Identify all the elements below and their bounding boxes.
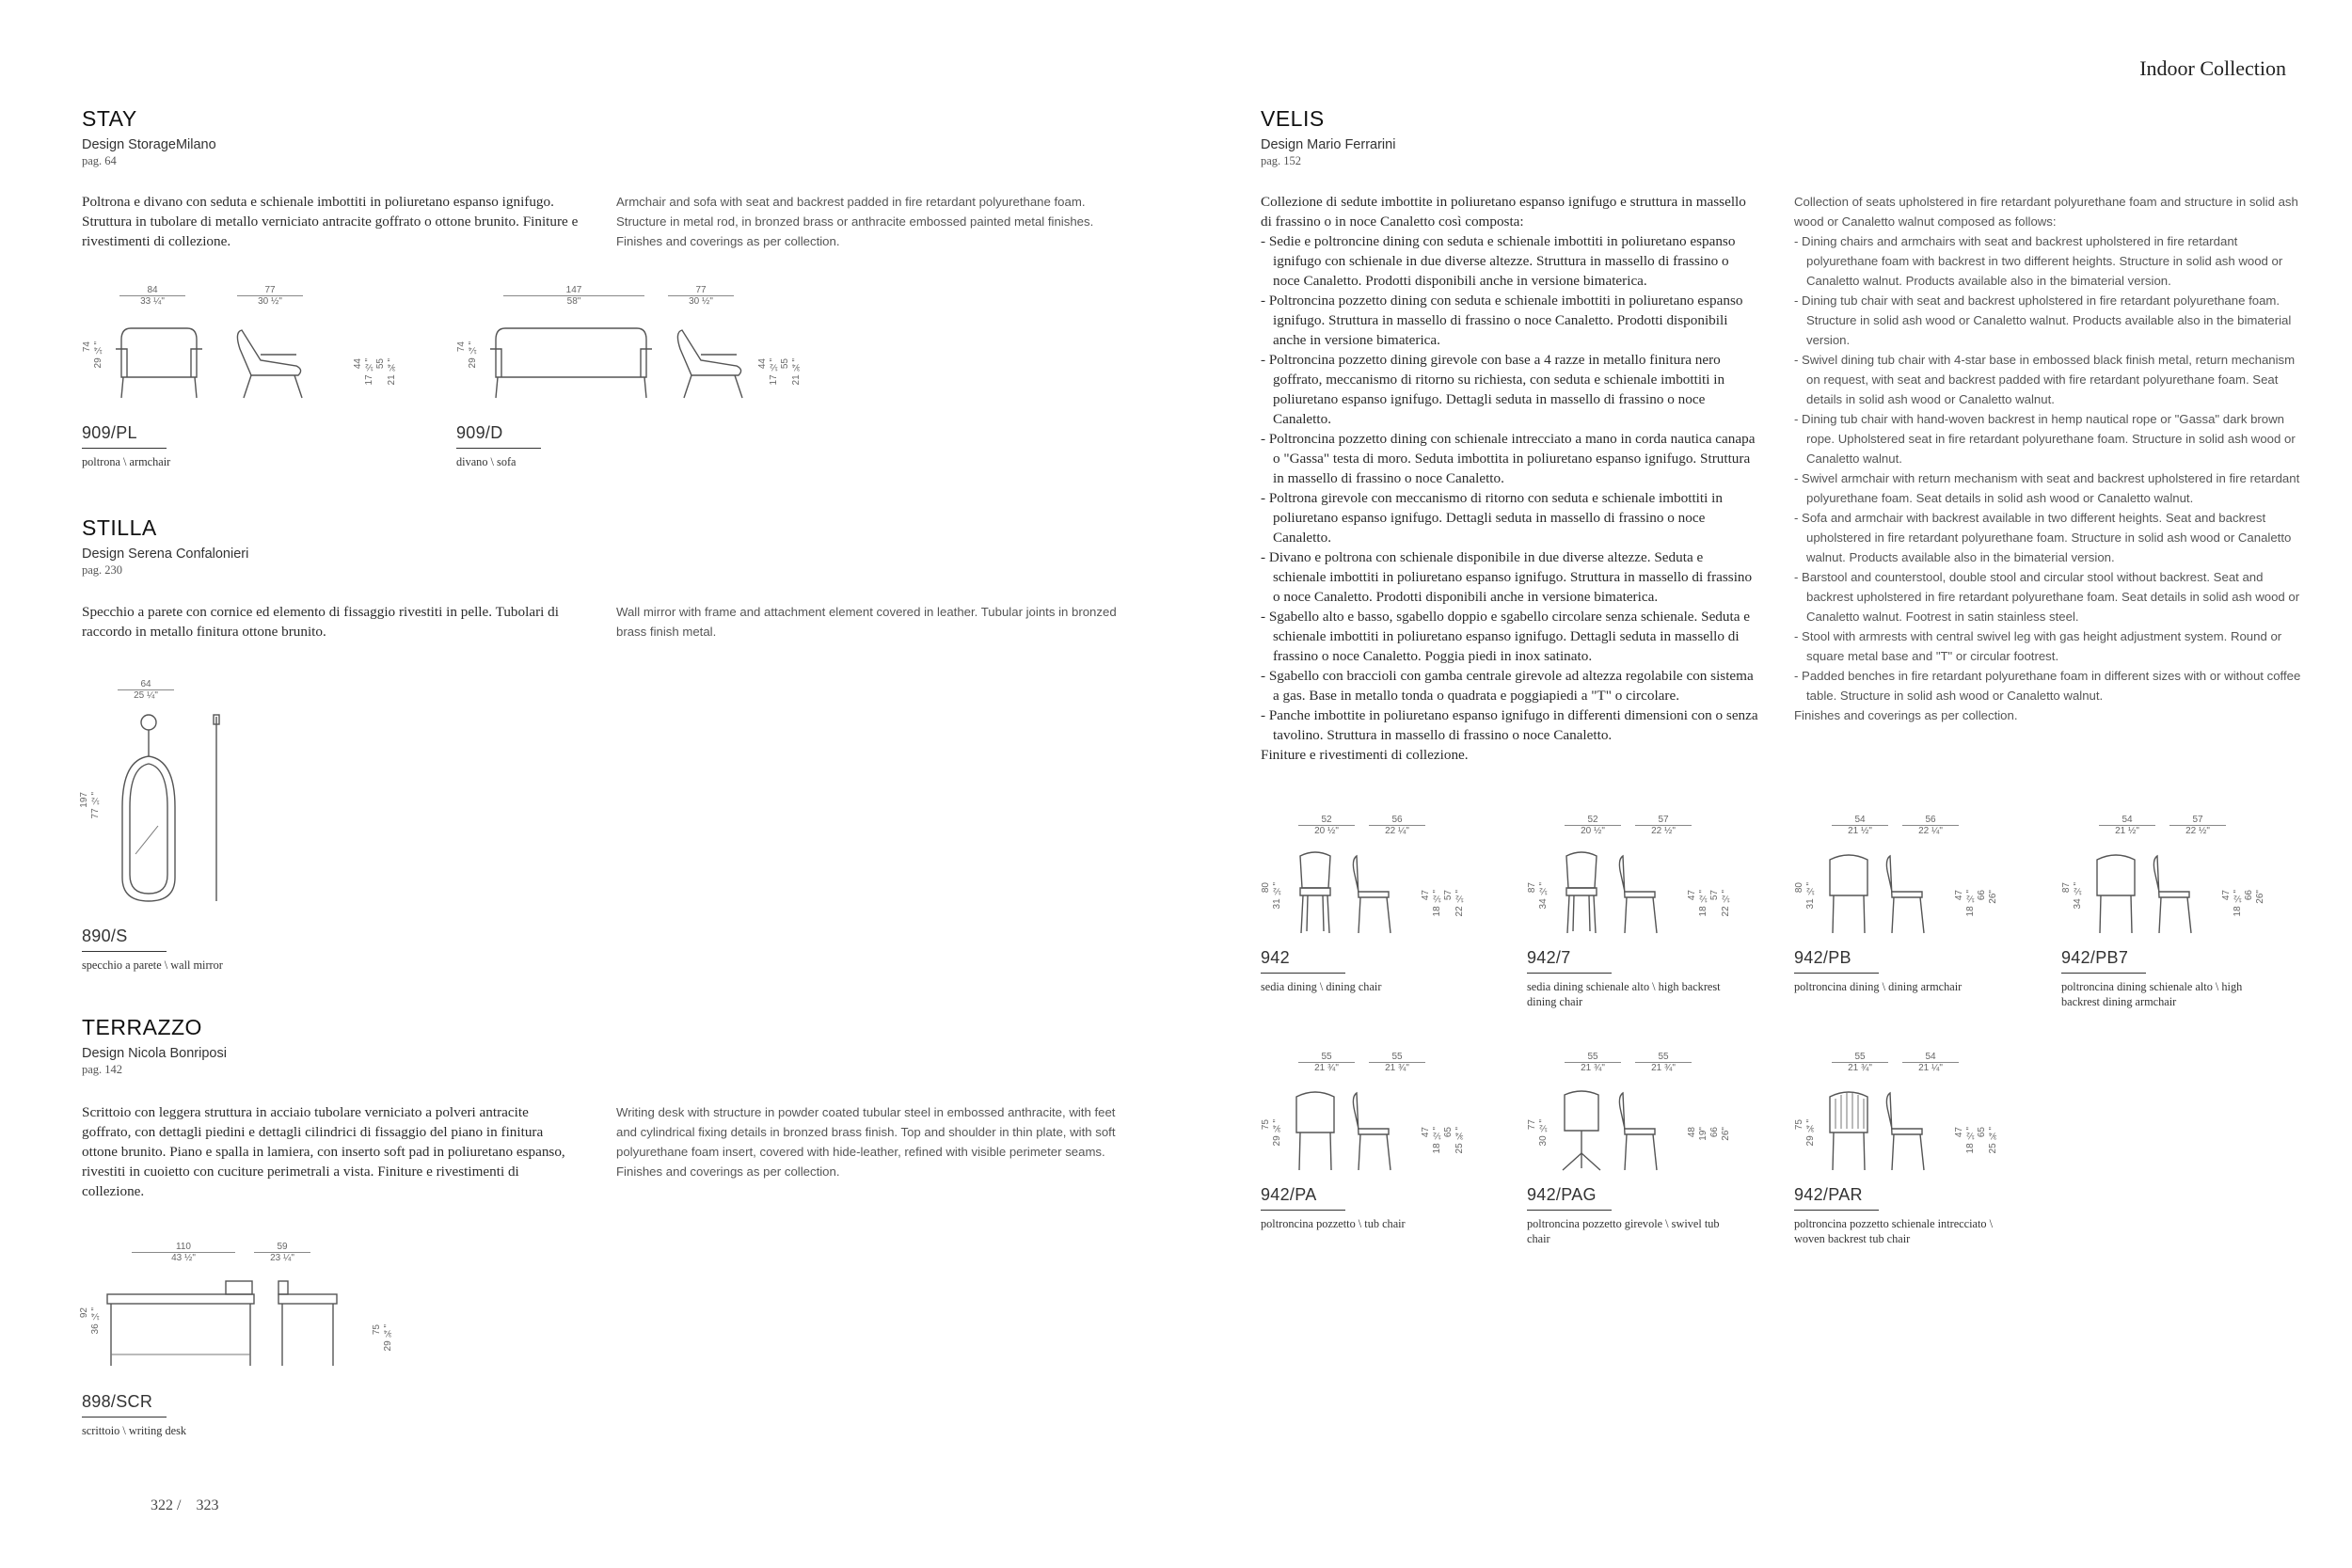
- seat-height: 47: [1421, 1127, 1431, 1138]
- product-caption: poltroncina pozzetto schienale intrecciato \ woven backrest tub chair: [1794, 1217, 1994, 1245]
- velis-intro-it: Collezione di sedute imbottite in poliuretano espanso ignifugo e struttura in massello di frassino o in noce Canaletto così composta:: [1261, 194, 1746, 230]
- velis-item-it: - Sedie e poltroncine dining con seduta e schienale imbottiti in poliuretano espanso ignifugo con schienale in due diverse altezze. Struttura in massello di frassino o noce Canaletto. Prodotti disponibili anche in versione bimaterica.: [1261, 233, 1736, 289]
- velis-page-ref: pag. 152: [1261, 154, 1302, 167]
- seat-height-inches: 18 ½": [1965, 890, 1976, 917]
- seat-height-inches: 18 ½": [1432, 1127, 1442, 1154]
- chair-drawing: [1287, 1084, 1409, 1174]
- terrazzo-title: TERRAZZO: [82, 1015, 202, 1039]
- terrazzo-desk-drawing: 110 43 ½" 59 23 ¼" 92 36 ¼" 75 29 ¾": [79, 1242, 393, 1352]
- velis-outro-it: Finiture e rivestimenti di collezione.: [1261, 747, 1469, 763]
- height-inches: 30 ½": [1538, 1119, 1549, 1147]
- width-side-dimension: 56 22 ¼": [1369, 815, 1425, 836]
- terrazzo-desk-item: [82, 1392, 364, 1438]
- stay-page-ref: pag. 64: [82, 154, 117, 167]
- velis-title: VELIS: [1261, 106, 1325, 131]
- product-code: 898/SCR: [82, 1392, 153, 1411]
- product-code: 942/PB: [1794, 948, 1851, 967]
- height-dimension: 87: [2061, 882, 2072, 894]
- product-code: 909/PL: [82, 423, 137, 442]
- folio-right: 323: [196, 1497, 219, 1513]
- stilla-text-en: Wall mirror with frame and attachment element covered in leather. Tubular joints in bronzed brass finish metal.: [616, 605, 1117, 639]
- product-caption: poltrona \ armchair: [82, 455, 171, 468]
- page-numbers: [151, 1497, 218, 1514]
- height-inches: 34 ½": [2073, 882, 2083, 910]
- seat-height: 48: [1687, 1127, 1697, 1138]
- seat-height-inches: 18 ½": [1965, 1127, 1976, 1154]
- seat-height: 47: [2221, 890, 2232, 901]
- height-inches: 31 ½": [1805, 882, 1816, 910]
- seat-height: 47: [1687, 890, 1697, 901]
- height-dimension: 75: [1261, 1119, 1271, 1131]
- terrazzo-page-ref: pag. 142: [82, 1063, 123, 1076]
- height-dimension: 80: [1261, 882, 1271, 894]
- product-code: 942/PB7: [2061, 948, 2129, 967]
- velis-item-en: - Sofa and armchair with backrest available in two different heights. Seat and backrest upholstered in fire retardant polyurethane foam. Structure in solid ash wood or Canaletto walnut. Products available also in the bimaterial version.: [1794, 511, 2292, 564]
- chair-drawing: [2088, 847, 2210, 937]
- stay-designer: Design StorageMilano: [82, 137, 216, 152]
- velis-item-it: - Poltroncina pozzetto dining girevole con base a 4 razze in metallo finitura nero goffrato, meccanismo di ritorno su richiesta, con seduta e schienale imbottiti in poliuretano espanso ignifugo. Dettagli seduta in massello di frassino o noce Canaletto.: [1261, 352, 1725, 427]
- velis-product-942-pag: [1527, 1044, 1781, 1260]
- seat-height-inches: 18 ½": [1432, 890, 1442, 917]
- width-front-dimension: 54 21 ½": [2099, 815, 2155, 836]
- arm-height-inches: 26": [1988, 890, 1998, 904]
- product-code: 942/PAG: [1527, 1185, 1597, 1204]
- velis-product-942-7: [1527, 807, 1781, 1023]
- height-inches: 34 ½": [1538, 882, 1549, 910]
- product-code: 942: [1261, 948, 1290, 967]
- product-caption: specchio a parete \ wall mirror: [82, 958, 223, 972]
- velis-text-en: [1794, 192, 2307, 725]
- height-inches: 31 ½": [1272, 882, 1282, 910]
- velis-item-en: - Dining tub chair with seat and backrest upholstered in fire retardant polyurethane foam. Structure in solid ash wood or Canaletto walnut. Products available also in the bimaterial version.: [1794, 293, 2292, 347]
- product-code: 942/PAR: [1794, 1185, 1863, 1204]
- velis-item-it: - Divano e poltrona con schienale disponibile in due diverse altezze. Seduta e schienale imbottiti in poliuretano espanso ignifugo. Struttura in massello di frassino o noce Canaletto. Prodotti disponibili anche in versione bimaterica.: [1261, 549, 1753, 605]
- width-front-dimension: 52 20 ½": [1565, 815, 1621, 836]
- stilla-designer: Design Serena Confalonieri: [82, 546, 249, 562]
- product-caption: sedia dining schienale alto \ high backrest dining chair: [1527, 980, 1721, 1008]
- stilla-mirror-item: [82, 927, 364, 973]
- velis-item-it: - Poltrona girevole con meccanismo di ritorno con seduta e schienale imbottiti in poliuretano espanso ignifugo. Dettagli seduta in massello di frassino o noce Canaletto.: [1261, 490, 1723, 546]
- width-front-dimension: 55 21 ¾": [1832, 1052, 1888, 1073]
- velis-item-it: - Poltroncina pozzetto dining con schienale intrecciato a mano in corda nautica canapa o "Gassa" testa di moro. Seduta imbottita in poliuretano espanso ignifugo. Struttura in massello di frassino o noce Canaletto.: [1261, 431, 1756, 486]
- stay-armchair-drawing: 84 33 ¼" 77 30 ½" 74 29 ¼" 44 17 ½" 55 21 ¾": [82, 285, 402, 417]
- stilla-header: [82, 515, 646, 578]
- product-caption: poltroncina dining \ dining armchair: [1794, 980, 1963, 993]
- velis-item-en: - Padded benches in fire retardant polyurethane foam in different sizes with or without coffee table. Structure in solid ash wood or Canaletto walnut.: [1794, 669, 2301, 703]
- height-dimension: 87: [1527, 882, 1537, 894]
- chair-drawing: [1820, 847, 1943, 937]
- stilla-text-it: Specchio a parete con cornice ed elemento di fissaggio rivestiti in pelle. Tubolari di raccordo in metallo finitura ottone brunito.: [82, 604, 559, 640]
- collection-title: Indoor Collection: [2139, 56, 2286, 80]
- arm-height: 66: [1977, 890, 1987, 901]
- width-front-dimension: 55 21 ¾": [1298, 1052, 1355, 1073]
- width-side-dimension: 57 22 ½": [1635, 815, 1692, 836]
- velis-product-942-pb7: [2061, 807, 2315, 1023]
- velis-text-it: [1261, 192, 1759, 765]
- stay-text-en: Armchair and sofa with seat and backrest padded in fire retardant polyurethane foam. Structure in metal rod, in bronzed brass or anthracite embossed painted metal finishes. Finishes and coverings as per collection.: [616, 195, 1094, 248]
- velis-intro-en: Collection of seats upholstered in fire retardant polyurethane foam and structure in solid ash wood or Canaletto walnut composed as follows:: [1794, 195, 2298, 229]
- product-caption: scrittoio \ writing desk: [82, 1424, 187, 1437]
- terrazzo-text-it: Scrittoio con leggera struttura in acciaio tubolare verniciato a polveri antracite goffrato, con dettagli piedini e dettagli cilindrici di fissaggio del piano in finitura ottone brunito. Piano e spalla in lamiera, con inserto soft pad in poliuretano espanso, rivestiti in cuoietto con cuciture perimetrali a vista. Finiture e rivestimenti di collezione.: [82, 1104, 565, 1199]
- velis-outro-en: Finishes and coverings as per collection.: [1794, 708, 2018, 722]
- velis-item-en: - Swivel dining tub chair with 4-star base in embossed black finish metal, return mechanism on request, with seat and backrest padded with fire retardant polyurethane foam. Seat details in solid ash wood or Canaletto walnut.: [1794, 353, 2296, 406]
- velis-product-942-pb: [1794, 807, 2048, 1023]
- height-dimension: 75: [1794, 1119, 1804, 1131]
- arm-height-inches: 22 ½": [1454, 890, 1465, 917]
- width-front-dimension: 52 20 ½": [1298, 815, 1355, 836]
- width-front-dimension: 54 21 ½": [1832, 815, 1888, 836]
- arm-height: 65: [1977, 1127, 1987, 1138]
- height-inches: 29 ¾": [1805, 1119, 1816, 1147]
- stilla-page-ref: pag. 230: [82, 563, 123, 577]
- velis-item-en: - Dining chairs and armchairs with seat and backrest upholstered in fire retardant polyurethane foam with backrest in two different heights. Structure in solid ash wood or Canaletto walnut. Products available also in the bimaterial version.: [1794, 234, 2283, 288]
- seat-height: 47: [1954, 890, 1964, 901]
- stay-armchair-item: [82, 423, 364, 469]
- width-side-dimension: 55 21 ¾": [1635, 1052, 1692, 1073]
- velis-product-942-par: [1794, 1044, 2048, 1260]
- arm-height: 57: [1443, 890, 1454, 901]
- seat-height-inches: 19": [1698, 1127, 1708, 1141]
- arm-height: 66: [2244, 890, 2254, 901]
- product-caption: sedia dining \ dining chair: [1261, 980, 1382, 993]
- product-code: 942/PA: [1261, 1185, 1317, 1204]
- folio-left: 322 /: [151, 1497, 182, 1513]
- velis-item-en: - Swivel armchair with return mechanism with seat and backrest upholstered in fire retardant polyurethane foam. Seat details in solid ash wood or Canaletto walnut.: [1794, 471, 2300, 505]
- velis-item-it: - Sgabello con braccioli con gamba centrale girevole ad altezza regolabile con sistema a gas. Base in metallo tonda o quadrata e poggiapiedi a "T" o circolare.: [1261, 668, 1754, 704]
- seat-height: 47: [1421, 890, 1431, 901]
- height-dimension: 80: [1794, 882, 1804, 894]
- velis-product-942-pa: [1261, 1044, 1515, 1260]
- seat-height-inches: 18 ½": [1698, 890, 1708, 917]
- arm-height-inches: 26": [2255, 890, 2265, 904]
- product-caption: divano \ sofa: [456, 455, 516, 468]
- seat-height-inches: 18 ½": [2233, 890, 2243, 917]
- chair-drawing: [1820, 1084, 1943, 1174]
- velis-item-it: - Panche imbottite in poliuretano espanso ignifugo in differenti dimensioni con o senza tavolino. Struttura in massello di frassino o noce Canaletto.: [1261, 707, 1758, 743]
- velis-item-en: - Dining tub chair with hand-woven backrest in hemp nautical rope or "Gassa" dark brown rope. Upholstered seat in fire retardant polyurethane foam. Structure in solid ash wood or Canaletto walnut.: [1794, 412, 2296, 466]
- terrazzo-header: [82, 1015, 646, 1077]
- stay-text-it: Poltrona e divano con seduta e schienale imbottiti in poliuretano espanso ignifugo. Struttura in tubolare di metallo verniciato antracite goffrato o ottone brunito. Finiture e rivestimenti di collezione.: [82, 194, 579, 249]
- product-code: 942/7: [1527, 948, 1571, 967]
- stay-title: STAY: [82, 106, 137, 131]
- height-inches: 29 ¾": [1272, 1119, 1282, 1147]
- velis-header: [1261, 106, 1825, 168]
- width-side-dimension: 55 21 ¾": [1369, 1052, 1425, 1073]
- product-code: 909/D: [456, 423, 503, 442]
- arm-height: 66: [1709, 1127, 1720, 1138]
- arm-height-inches: 25 ¾": [1454, 1127, 1465, 1154]
- stilla-mirror-drawing: 64 25 ¼" 197 77 ½": [75, 679, 263, 914]
- product-caption: poltroncina dining schienale alto \ high backrest dining armchair: [2061, 980, 2243, 1008]
- arm-height-inches: 25 ¾": [1988, 1127, 1998, 1154]
- stilla-title: STILLA: [82, 515, 157, 540]
- velis-item-it: - Sgabello alto e basso, sgabello doppio e sgabello circolare senza schienale. Seduta e schienale imbottiti in poliuretano espanso ignifugo. Dettagli seduta in massello di frassino o noce Canaletto. Poggia piedi in inox satinato.: [1261, 609, 1750, 664]
- terrazzo-text-en: Writing desk with structure in powder coated tubular steel in embossed anthracite, with feet and cylindrical fixing details in bronzed brass finish. Top and shoulder in thin plate, with soft polyurethane foam insert, covered with hide-leather, refined with visible perimeter seams. Finishes and coverings as per collection.: [616, 1105, 1116, 1179]
- chair-drawing: [1553, 1084, 1676, 1174]
- stay-sofa-item: [456, 423, 739, 469]
- chair-drawing: [1553, 847, 1676, 937]
- stay-header: [82, 106, 646, 168]
- width-side-dimension: 57 22 ½": [2169, 815, 2226, 836]
- product-caption: poltroncina pozzetto \ tub chair: [1261, 1217, 1406, 1230]
- product-code: 890/S: [82, 927, 128, 945]
- seat-height: 47: [1954, 1127, 1964, 1138]
- arm-height: 65: [1443, 1127, 1454, 1138]
- chair-drawing: [1287, 847, 1409, 937]
- width-side-dimension: 54 21 ¼": [1902, 1052, 1959, 1073]
- width-front-dimension: 55 21 ¾": [1565, 1052, 1621, 1073]
- height-dimension: 77: [1527, 1119, 1537, 1131]
- arm-height: 57: [1709, 890, 1720, 901]
- velis-item-en: - Stool with armrests with central swivel leg with gas height adjustment system. Round or square metal base and "T" or circular footrest.: [1794, 629, 2282, 663]
- velis-item-en: - Barstool and counterstool, double stool and circular stool without backrest. Seat and backrest upholstered in fire retardant polyurethane foam. Seat details in solid ash wood or Canaletto walnut. Footrest in satin stainless steel.: [1794, 570, 2300, 624]
- terrazzo-designer: Design Nicola Bonriposi: [82, 1046, 227, 1061]
- width-side-dimension: 56 22 ¼": [1902, 815, 1959, 836]
- arm-height-inches: 26": [1721, 1127, 1731, 1141]
- arm-height-inches: 22 ½": [1721, 890, 1731, 917]
- product-caption: poltroncina pozzetto girevole \ swivel tub chair: [1527, 1217, 1720, 1245]
- velis-item-it: - Poltroncina pozzetto dining con seduta e schienale imbottiti in poliuretano espanso ignifugo. Struttura in massello di frassino o noce Canaletto. Prodotti disponibili anche in versione bimaterica.: [1261, 293, 1743, 348]
- velis-product-942: [1261, 807, 1515, 1023]
- velis-designer: Design Mario Ferrarini: [1261, 137, 1396, 152]
- stay-sofa-drawing: 147 58" 77 30 ½" 74 29 ¼" 44 17 ½" 55 21 ¾": [456, 285, 842, 417]
